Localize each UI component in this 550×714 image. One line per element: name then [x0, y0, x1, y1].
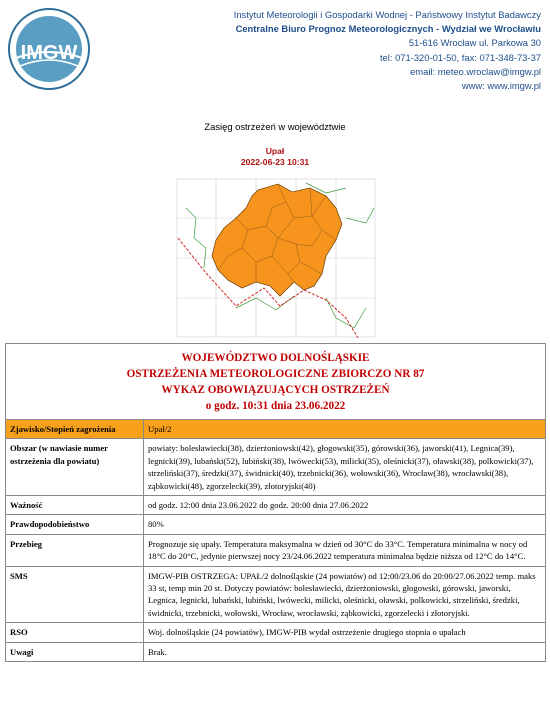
- map-warning-caption: [0, 146, 550, 168]
- warning-document: [5, 343, 546, 662]
- row-value: 80%: [144, 515, 546, 534]
- org-line-1: Instytut Meteorologii i Gospodarki Wodnej - Państwowy Instytut Badawczy: [233, 9, 541, 20]
- row-label: RSO: [6, 623, 144, 642]
- document-title: [6, 344, 545, 420]
- table-row: [6, 566, 545, 623]
- row-label: Zjawisko/Stopień zagrożenia: [6, 420, 144, 439]
- row-value: Brak.: [144, 642, 546, 661]
- row-value: Upał/2: [144, 420, 546, 439]
- map-datetime: 2022-06-23 10:31: [240, 157, 310, 167]
- row-label: SMS: [6, 566, 144, 623]
- table-row: [6, 420, 545, 439]
- table-row: [6, 496, 545, 515]
- warning-map: [176, 178, 376, 338]
- row-label: Ważność: [6, 496, 144, 515]
- title-line-voivodeship: WOJEWÓDZTWO DOLNOŚLĄSKIE: [181, 352, 370, 364]
- warning-table: [6, 420, 545, 661]
- row-value: powiaty: bolesławiecki(38), dzierżoniowski(42), głogowski(35), górowski(36), jaworski(41), Legnica(39), legnicki(39), lubański(52), lubiński(38), lwówecki(53), milicki(35), oleśnicki(37), oławski(38), polkowicki(37), strzeliński(37), średzki(37), świdnicki(40), trzebnicki(36), wołowski(36), Wrocław(38), wrocławski(38), ząbkowicki(48), zgorzelecki(39), złotoryjski(40): [144, 439, 546, 496]
- row-value: Woj. dolnośląskie (24 powiatów), IMGW-PIB wydał ostrzeżenie drugiego stopnia o upałach: [144, 623, 546, 642]
- org-email[interactable]: email: meteo.wroclaw@imgw.pl: [410, 65, 541, 77]
- row-value: IMGW-PIB OSTRZEGA: UPAŁ/2 dolnośląskie (24 powiatów) od 12:00/23.06 do 20:00/27.06.2022 temp. maks 33 st, temp min 20 st. Dotyczy powiatów: bolesławiecki, dzierżoniowski, głogowski, górowski, jaworski, Legnica, legnicki, lubański, lubiński, lwówecki, milicki, oleśnicki, oławski, polkowicki, strzeliński, średzki, świdnicki, trzebnicki, wołowski, Wrocław, wrocławski, ząbkowicki, zgorzelecki i złotoryjski.: [144, 566, 546, 623]
- table-row: [6, 515, 545, 534]
- table-row: [6, 642, 545, 661]
- row-value: od godz. 12:00 dnia 23.06.2022 do godz. 20:00 dnia 27.06.2022: [144, 496, 546, 515]
- imgw-logo: [6, 6, 92, 92]
- row-label: Przebieg: [6, 534, 144, 566]
- title-line-warnings: OSTRZEŻENIA METEOROLOGICZNE ZBIORCZO NR 87: [126, 368, 425, 380]
- org-line-2: Centralne Biuro Prognoz Meteorologicznych - Wydział we Wrocławiu: [235, 23, 541, 35]
- organization-header: [234, 8, 541, 93]
- row-label: Prawdopodobieństwo: [6, 515, 144, 534]
- org-phone: tel: 071-320-01-50, fax: 071-348-73-37: [379, 51, 541, 63]
- org-address: 51-616 Wrocław ul. Parkowa 30: [408, 37, 541, 49]
- table-row: [6, 623, 545, 642]
- map-warning-type: Upał: [265, 146, 285, 156]
- table-row: [6, 439, 545, 496]
- title-line-time: o godz. 10:31 dnia 23.06.2022: [205, 400, 346, 412]
- title-line-list: WYKAZ OBOWIĄZUJĄCYCH OSTRZEŻEŃ: [161, 384, 390, 396]
- row-label: Uwagi: [6, 642, 144, 661]
- table-row: [6, 534, 545, 566]
- row-label: Obszar (w nawiasie numer ostrzeżenia dla powiatu): [6, 439, 144, 496]
- map-title: Zasięg ostrzeżeń w województwie: [204, 121, 346, 132]
- logo-text: IMGW: [20, 42, 78, 64]
- org-www[interactable]: www: www.imgw.pl: [461, 80, 541, 92]
- row-value: Prognozuje się upały. Temperatura maksymalna w dzień od 30°C do 33°C. Temperatura minimalna w nocy od 18°C do 20°C, jedynie pierwszej nocy 23/24.06.2022 temperatura minimalna będzie niższa od 12°C do 14°C.: [144, 534, 546, 566]
